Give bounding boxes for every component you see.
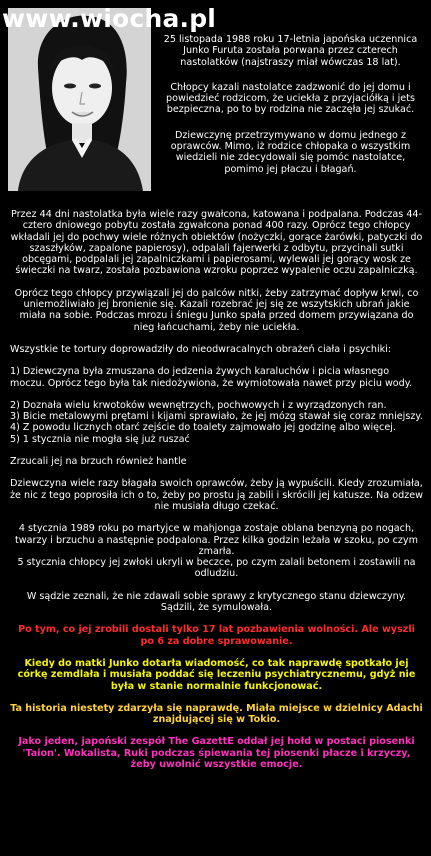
body-paragraph: Przez 44 dni nastolatka była wiele razy gwałcona, katowana i podpalana. Podczas 44-cztero dniowego pobytu została zgwałcona ponad 400 razy. Oprócz tego chłopcy wkładali jej do pochwy wiele różnych obiektów (nożyczki, gorące żarówki, patyczki do szaszłyków, zapalone papierosy), odpalali fajerwerki z odbytu, przycinali sutki obcęgami, podpalali jej zapalniczkami i papierosami, wylewali jej gorący wosk ze świeczki na twarz, została pozbawiona wzroku poprzez wypalenie oczu zapalniczką. <box>10 209 423 277</box>
body-paragraph: Zrzucali jej na brzuch również hantle <box>10 456 187 468</box>
intro-text <box>158 34 423 189</box>
intro-paragraph: 25 listopada 1988 roku 17-letnia japońska uczennica Junko Furuta została porwana przez czterech nastolatków (najstraszy miał wówczas 18 lat). <box>163 34 418 68</box>
body-paragraph: 4 stycznia 1989 roku po martyjce w mahjonga zostaje oblana benzyną po nogach, twarzy i brzuchu a następnie podpalona. Przez kilka godzin leżała w szoku, po czym zmarła. 5 stycznia chłopcy jej zwłoki ukryli w beczce, po czym zalali betonem i zostawili na odludziu. <box>15 523 418 580</box>
portrait-photo <box>8 8 151 191</box>
body-paragraph: W sądzie zeznali, że nie zdawali sobie sprawy z krytycznego stanu dziewczyny. Sądzili, że symulowała. <box>26 590 407 614</box>
intro-paragraph: Dziewczynę przetrzymywano w domu jednego z oprawców. Mimo, iż rodzice chłopaka o wszystkim wiedzieli nie zdecydowali się pomóc nastolatce, pomimo jej płaczu i błagań. <box>170 129 411 175</box>
site-watermark: www.wiocha.pl <box>2 4 217 33</box>
intro-paragraph: Chłopcy kazali nastolatce zadzwonić do jej domu i powiedzieć rodzicom, że uciekła z przyjaciółką i jets bezpieczna, po to by rodzina nie zaczęła jej szukać. <box>166 81 415 116</box>
body-paragraph: Dziewczyna wiele razy błagała swoich oprawców, żeby ją wypuścili. Kiedy zrozumiała, że nic z tego poprosiła ich o to, żeby po prostu ją zabili i skrócili jej katusze. Na odzew nie musiała długo czekać. <box>10 478 423 512</box>
story-body <box>10 209 423 781</box>
body-paragraph: Oprócz tego chłopcy przywiązali jej do palców nitki, żeby zatrzymać dopływ krwi, co uniemożliwiało jej bronienie się. Kazali rozebrać jej się ze wszytskich ubrań jakie miała na sobie. Podczas mrozu i śniegu Junko spała przed domem przywiązana do nieg łańcuchami, żeby nie uciekła. <box>14 287 419 333</box>
tribute-paragraph: Jako jeden, japoński zespół The GazettE oddał jej hołd w postaci piosenki 'Taion'. Wokalista, Ruki podczas śpiewania tej piosenki płacze i krzyczy, żeby uwolnić wszystkie emocje. <box>18 736 415 770</box>
body-paragraph: 2) Doznała wielu krwotoków wewnętrzych, pochwowych i z wyrządzonych ran. 3) Bicie metalowymi prętami i kijami sprawiało, że jej mózg stawał się coraz mniejszy. 4) Z powodu licznych otarć zejście do toalety zajmowało jej godzinę albo więcej. 5) 1 stycznia nie mogła się już ruszać <box>10 399 423 445</box>
body-paragraph: Wszystkie te tortury doprowadziły do nieodwracalnych obrażeń ciała i psychiki: <box>10 343 392 355</box>
mother-paragraph: Kiedy do matki Junko dotarła wiadomość, co tak naprawdę spotkało jej córkę zemdlała i musiała poddać się leczeniu psychiatrycznemu, gdyż nie była w stanie normalnie funkcjonować. <box>17 657 416 692</box>
body-paragraph: 1) Dziewczyna była zmuszana do jedzenia żywych karaluchów i picia własnego moczu. Oprócz tego była tak niedożywiona, że wymiotowała nawet przy piciu wody. <box>10 366 413 389</box>
sentence-paragraph: Po tym, co jej zrobili dostali tylko 17 lat pozbawienia wolności. Ale wyszli po 6 za dobre sprawowanie. <box>18 624 415 647</box>
true-story-paragraph: Ta historia niestety zdarzyła się naprawdę. Miała miejsce w dzielnicy Adachi znajdującej się w Tokio. <box>10 702 423 726</box>
